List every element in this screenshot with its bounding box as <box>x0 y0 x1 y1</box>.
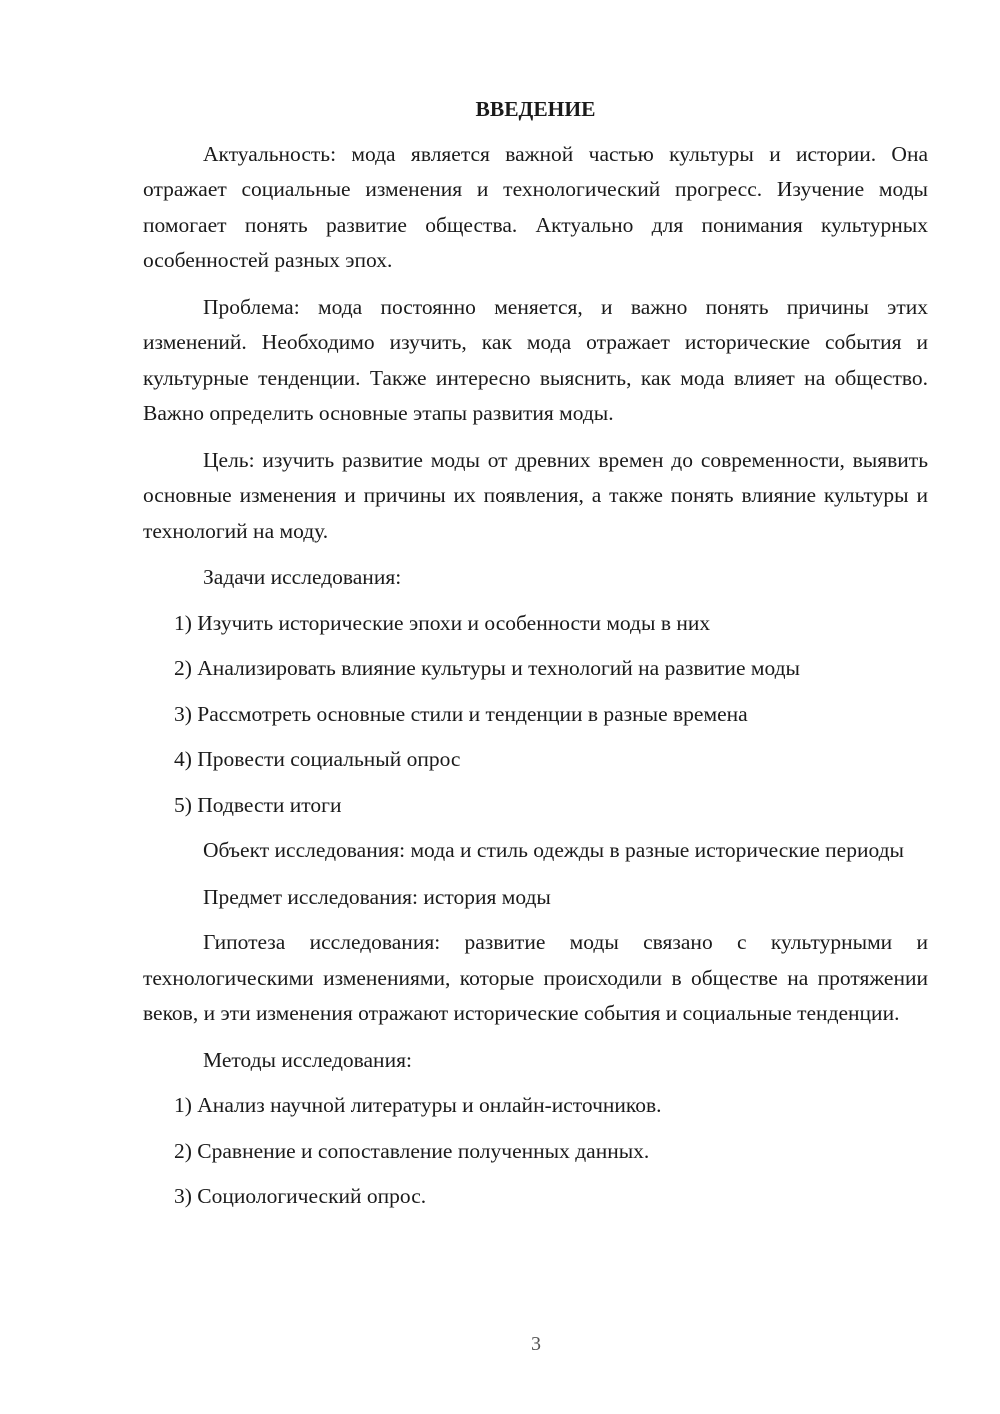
task-item-4: 4) Провести социальный опрос <box>174 747 461 771</box>
section-title: ВВЕДЕНИЕ <box>475 97 596 121</box>
subject-paragraph: Предмет исследования: история моды <box>203 884 551 909</box>
task-item-2: 2) Анализировать влияние культуры и технологий на развитие моды <box>174 656 800 680</box>
goal-paragraph: Цель: изучить развитие моды от древних времен до современности, выявить основные изменения и причины их появления, а также понять влияние культуры и технологий на моду. <box>143 447 928 543</box>
method-item-1: 1) Анализ научной литературы и онлайн-источников. <box>174 1093 662 1117</box>
tasks-heading: Задачи исследования: <box>203 565 402 589</box>
method-item-2: 2) Сравнение и сопоставление полученных данных. <box>174 1138 650 1163</box>
task-item-3: 3) Рассмотреть основные стили и тенденции в разные времена <box>174 701 748 726</box>
task-item-1: 1) Изучить исторические эпохи и особенности моды в них <box>174 610 711 635</box>
task-item-5: 5) Подвести итоги <box>174 792 342 817</box>
object-paragraph: Объект исследования: мода и стиль одежды в разные исторические периоды <box>203 838 904 862</box>
problem-paragraph: Проблема: мода постоянно меняется, и важно понять причины этих изменений. Необходимо изучить, как мода отражает исторические события и культурные тенденции. Также интересно выяснить, как мода влияет на общество. Важно определить основные этапы развития моды. <box>143 294 928 425</box>
page-number: 3 <box>531 1333 541 1355</box>
document-body <box>143 92 928 1225</box>
hypothesis-paragraph: Гипотеза исследования: развитие моды связано с культурными и технологическими изменениями, которые происходили в обществе на протяжении веков, и эти изменения отражают исторические события и социальные тенденции. <box>143 930 928 1025</box>
methods-heading: Методы исследования: <box>203 1047 412 1072</box>
method-item-3: 3) Социологический опрос. <box>174 1184 427 1208</box>
relevance-paragraph: Актуальность: мода является важной частью культуры и истории. Она отражает социальные изменения и технологический прогресс. Изучение моды помогает понять развитие общества. Актуально для понимания культурных особенностей разных эпох. <box>143 141 928 272</box>
